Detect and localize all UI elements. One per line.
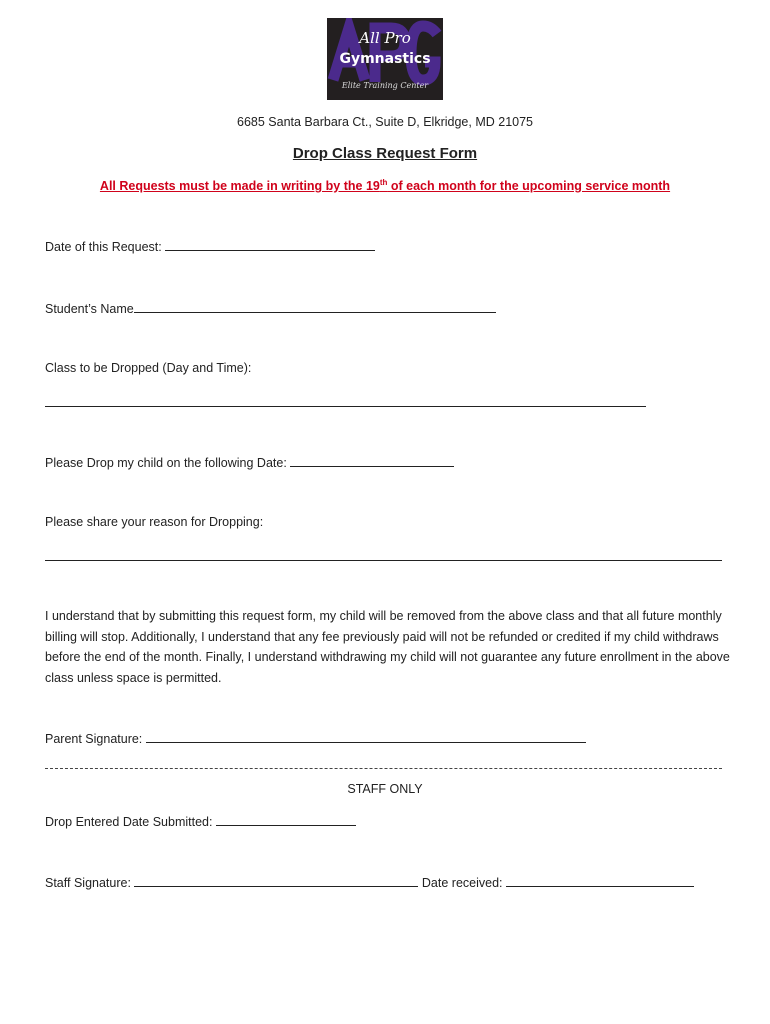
- address: 6685 Santa Barbara Ct., Suite D, Elkridge, MD 21075: [237, 115, 533, 129]
- logo-line2: Gymnastics: [339, 51, 431, 67]
- class-dropped-field[interactable]: [45, 394, 646, 407]
- staff-signature-row: [45, 874, 694, 890]
- staff-divider: [45, 768, 722, 769]
- parent-signature-field[interactable]: [146, 730, 586, 743]
- notice-sup: th: [379, 178, 388, 187]
- parent-signature-label: Parent Signature:: [45, 732, 143, 746]
- drop-date-label: Please Drop my child on the following Date:: [45, 456, 287, 470]
- student-name-field[interactable]: [134, 300, 496, 313]
- student-name-label: Student’s Name: [45, 302, 134, 316]
- drop-entered-field[interactable]: [216, 813, 356, 826]
- date-of-request-field[interactable]: [165, 238, 375, 251]
- drop-date-field[interactable]: [290, 454, 454, 467]
- staff-signature-field[interactable]: [134, 874, 418, 887]
- drop-date-row: [45, 454, 454, 470]
- date-of-request-row: [45, 238, 375, 254]
- date-of-request-label: Date of this Request:: [45, 240, 162, 254]
- date-received-field[interactable]: [506, 874, 694, 887]
- drop-entered-label: Drop Entered Date Submitted:: [45, 815, 213, 829]
- student-name-row: [45, 300, 496, 316]
- staff-only-heading: STAFF ONLY: [347, 782, 423, 796]
- agreement-text: I understand that by submitting this request form, my child will be removed from the above class and that all future monthly billing will stop. Additionally, I understand that any fee previously paid will not be refunded or credited if my child withdraws before the end of the month. Finally, I understand withdrawing my child will not guarantee any future enrollment in the above class unless space is permitted.: [45, 609, 730, 686]
- drop-entered-row: [45, 813, 356, 829]
- notice-text: All Requests must be made in writing by the 19: [99, 179, 380, 194]
- date-received-label: Date received:: [421, 876, 503, 890]
- staff-signature-label: Staff Signature:: [45, 876, 131, 890]
- parent-signature-row: [45, 730, 586, 746]
- notice-text-end: of each month for the upcoming service month: [387, 179, 671, 194]
- logo-line1: All Pro: [359, 29, 411, 47]
- deadline-notice: [0, 178, 770, 193]
- gym-logo: [327, 18, 443, 100]
- reason-field[interactable]: [45, 548, 722, 561]
- logo-line3: Elite Training Center: [341, 81, 429, 90]
- form-title: Drop Class Request Form: [292, 145, 478, 162]
- class-dropped-label: Class to be Dropped (Day and Time):: [45, 361, 252, 375]
- reason-label: Please share your reason for Dropping:: [45, 515, 264, 529]
